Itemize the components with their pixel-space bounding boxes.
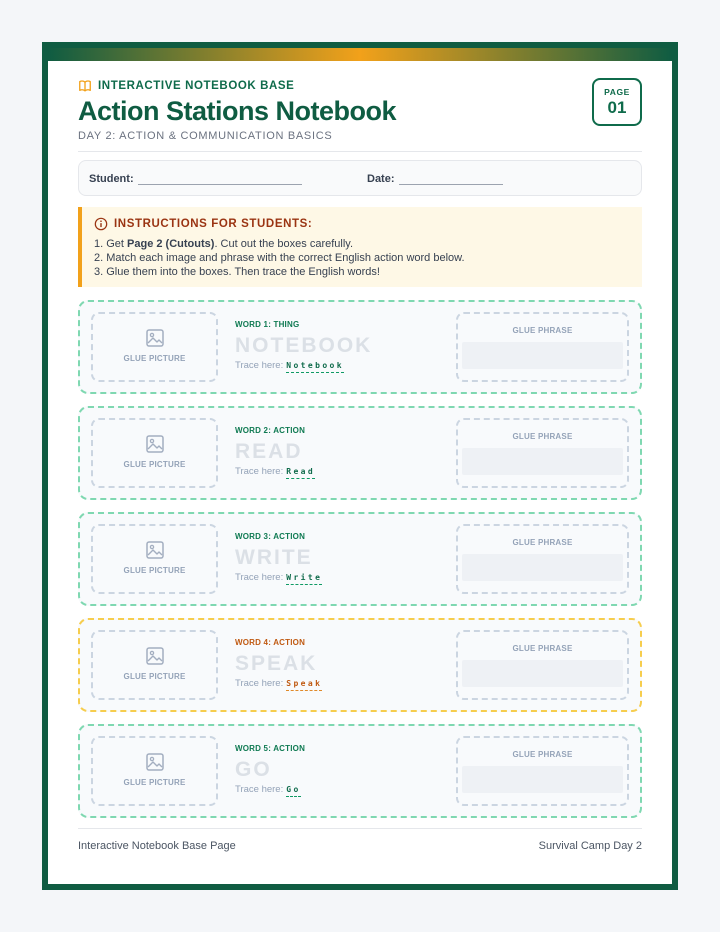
image-icon [145, 540, 165, 560]
glue-picture-box[interactable] [91, 418, 218, 488]
instructions-box [78, 207, 642, 287]
image-icon [145, 434, 165, 454]
trace-label: Trace here: [235, 466, 284, 477]
trace-label: Trace here: [235, 784, 284, 795]
word-column [235, 638, 322, 691]
footer-right: Survival Camp Day 2 [538, 840, 642, 852]
word-label: WORD 3: ACTION [235, 532, 306, 541]
phrase-slot[interactable] [462, 448, 623, 475]
student-name-line[interactable] [138, 175, 302, 185]
student-label: Student: [89, 173, 134, 185]
student-info-box [78, 160, 642, 196]
step1-prefix: 1. Get [94, 238, 128, 250]
trace-word[interactable]: Read [286, 467, 315, 479]
word-column [235, 426, 315, 479]
footer-left: Interactive Notebook Base Page [78, 840, 236, 852]
trace-row [235, 360, 372, 373]
phrase-slot[interactable] [462, 554, 623, 581]
image-icon [145, 646, 165, 666]
instructions-title [94, 217, 630, 231]
trace-word[interactable]: Speak [286, 679, 322, 691]
word-card-5 [78, 724, 642, 818]
glue-picture-label: GLUE PICTURE [123, 778, 186, 787]
trace-row [235, 466, 315, 479]
glue-phrase-box[interactable] [456, 630, 629, 700]
step1-suffix: . Cut out the boxes carefully. [214, 238, 354, 250]
word-display: NOTEBOOK [235, 334, 373, 357]
glue-phrase-label: GLUE PHRASE [512, 326, 573, 335]
instruction-step-3: 3. Glue them into the boxes. Then trace the English words! [94, 266, 380, 278]
trace-word[interactable]: Notebook [286, 361, 344, 373]
step1-bold: Page 2 (Cutouts) [127, 238, 215, 250]
word-label: WORD 1: THING [235, 320, 300, 329]
word-display: READ [235, 440, 303, 463]
word-column [235, 320, 372, 373]
page-footer [78, 840, 642, 852]
glue-picture-label: GLUE PICTURE [123, 354, 186, 363]
glue-phrase-label: GLUE PHRASE [512, 538, 573, 547]
word-label: WORD 4: ACTION [235, 638, 306, 647]
word-label: WORD 5: ACTION [235, 744, 306, 753]
page-header [78, 79, 642, 142]
image-icon [145, 328, 165, 348]
word-column [235, 744, 305, 797]
date-line[interactable] [399, 175, 503, 185]
trace-label: Trace here: [235, 572, 284, 583]
instruction-step-2: 2. Match each image and phrase with the correct English action word below. [94, 252, 465, 264]
trace-word[interactable]: Write [286, 573, 322, 585]
page-label: PAGE [604, 87, 630, 97]
top-accent-bar [48, 48, 672, 61]
page-subtitle: DAY 2: ACTION & COMMUNICATION BASICS [78, 130, 333, 142]
instructions-title-text: INSTRUCTIONS FOR STUDENTS: [114, 218, 313, 230]
book-icon [78, 79, 92, 93]
word-card-1 [78, 300, 642, 394]
info-icon [94, 217, 108, 231]
glue-phrase-box[interactable] [456, 524, 629, 594]
word-card-3 [78, 512, 642, 606]
kicker [78, 79, 642, 93]
kicker-text: INTERACTIVE NOTEBOOK BASE [98, 80, 295, 92]
word-display: SPEAK [235, 652, 318, 675]
glue-picture-label: GLUE PICTURE [123, 460, 186, 469]
student-field [89, 173, 302, 185]
trace-row [235, 678, 322, 691]
glue-picture-label: GLUE PICTURE [123, 566, 186, 575]
header-divider [78, 151, 642, 152]
instructions-list [94, 237, 630, 279]
page-number-badge [592, 78, 642, 126]
instruction-step-1 [94, 237, 630, 251]
glue-picture-box[interactable] [91, 312, 218, 382]
glue-phrase-box[interactable] [456, 418, 629, 488]
phrase-slot[interactable] [462, 660, 623, 687]
glue-phrase-box[interactable] [456, 312, 629, 382]
page-sheet [48, 48, 672, 884]
page-title: Action Stations Notebook [78, 96, 396, 126]
word-display: WRITE [235, 546, 313, 569]
trace-row [235, 784, 305, 797]
glue-phrase-label: GLUE PHRASE [512, 432, 573, 441]
trace-word[interactable]: Go [286, 785, 300, 797]
image-icon [145, 752, 165, 772]
footer-divider [78, 828, 642, 829]
date-field [367, 173, 503, 185]
word-card-2 [78, 406, 642, 500]
page-number: 01 [607, 98, 627, 117]
glue-picture-box[interactable] [91, 630, 218, 700]
glue-picture-label: GLUE PICTURE [123, 672, 186, 681]
word-display: GO [235, 758, 272, 781]
phrase-slot[interactable] [462, 766, 623, 793]
glue-phrase-label: GLUE PHRASE [512, 750, 573, 759]
word-card-4 [78, 618, 642, 712]
glue-phrase-box[interactable] [456, 736, 629, 806]
trace-label: Trace here: [235, 360, 284, 371]
trace-row [235, 572, 322, 585]
trace-label: Trace here: [235, 678, 284, 689]
word-label: WORD 2: ACTION [235, 426, 306, 435]
date-label: Date: [367, 173, 395, 185]
glue-picture-box[interactable] [91, 736, 218, 806]
glue-picture-box[interactable] [91, 524, 218, 594]
page-frame [42, 42, 678, 890]
phrase-slot[interactable] [462, 342, 623, 369]
glue-phrase-label: GLUE PHRASE [512, 644, 573, 653]
word-column [235, 532, 322, 585]
